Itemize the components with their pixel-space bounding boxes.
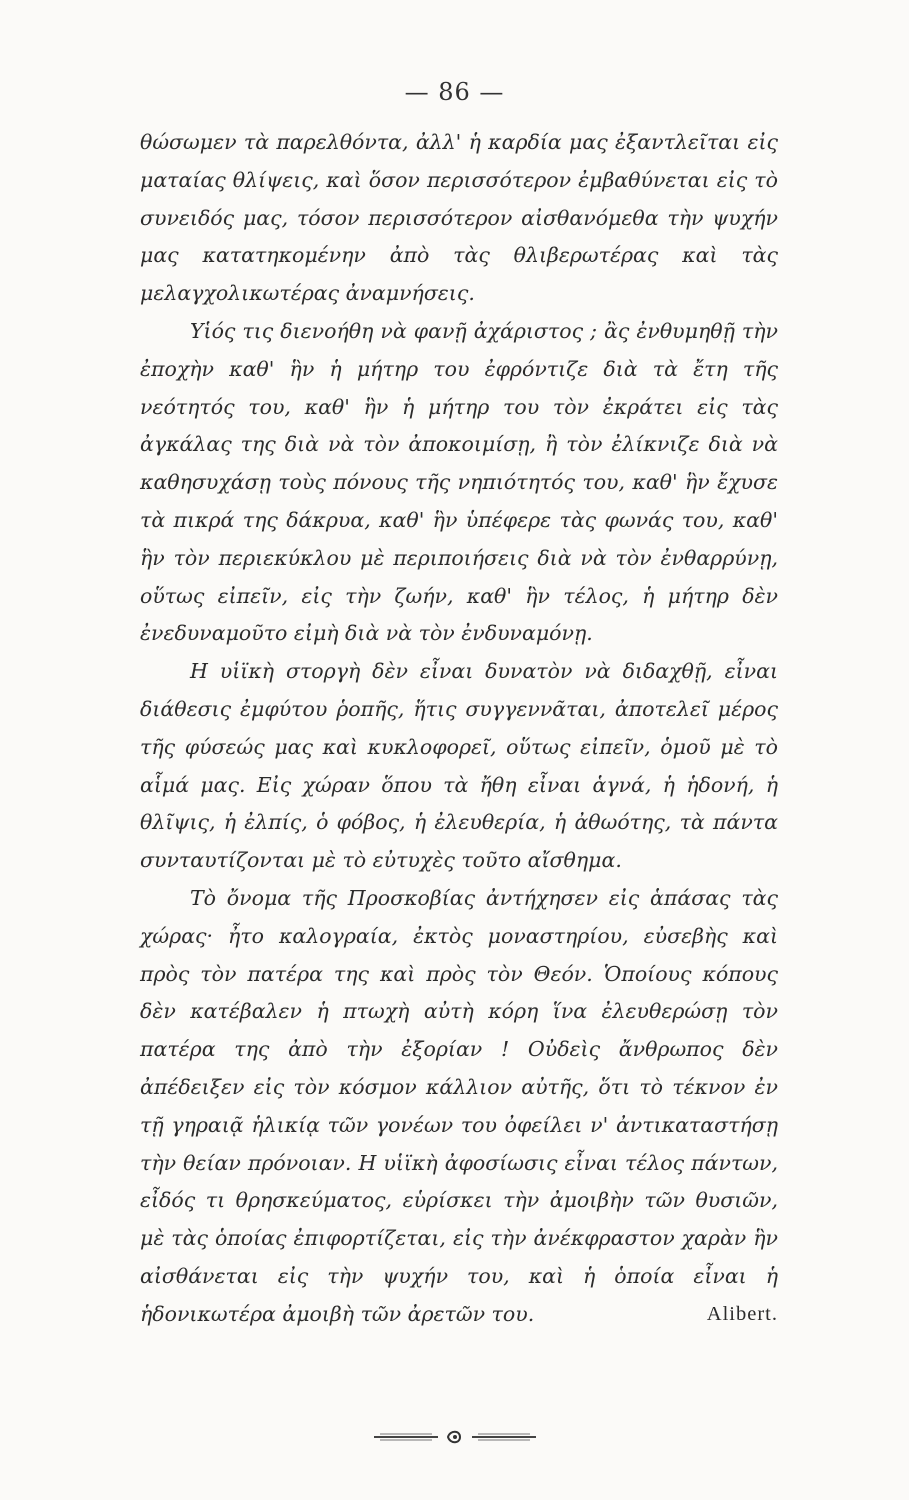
paragraph-2: Υἱός τις διενοήθη νὰ φανῇ ἀχάριστος ; ἂς ἐνθυμηθῇ τὴν ἐποχὴν καθ' ἣν ἡ μήτηρ του ἐφρόντιζε διὰ τὰ ἔτη τῆς νεότητός του, καθ' ἣν ἡ μήτηρ του τὸν ἐκράτει εἰς τὰς ἀγκάλας της διὰ νὰ τὸν ἀποκοιμίσῃ, ἢ τὸν ἐλίκνιζε διὰ νὰ καθησυχάσῃ τοὺς πόνους τῆς νηπιότητός του, καθ' ἣν ἔχυσε τὰ πικρά της δάκρυα, καθ' ἣν ὑπέφερε τὰς φωνάς του, καθ' ἣν τὸν περιεκύκλου μὲ περιποιήσεις διὰ νὰ τὸν ἐνθαρρύνῃ, οὕτως εἰπεῖν, εἰς τὴν ζωήν, καθ' ἣν τέλος, ἡ μήτηρ δὲν ἐνεδυναμοῦτο εἰμὴ διὰ νὰ τὸν ἐνδυναμόνῃ.: [140, 318, 778, 646]
paragraph-4-text: Τὸ ὄνομα τῆς Προσκοβίας ἀντήχησεν εἰς ἁπάσας τὰς χώρας· ἦτο καλογραία, ἐκτὸς μοναστηρίου, εὐσεβὴς καὶ πρὸς τὸν πατέρα της καὶ πρὸς τὸν Θεόν. Ὁποίους κόπους δὲν κατέβαλεν ἡ πτωχὴ αὐτὴ κόρη ἵνα ἐλευθερώσῃ τὸν πατέρα της ἀπὸ τὴν ἐξορίαν ! Οὐδεὶς ἄνθρωπος δὲν ἀπέδειξεν εἰς τὸν κόσμον κάλλιον αὐτῆς, ὅτι τὸ τέκνον ἐν τῇ γηραιᾷ ἡλικίᾳ τῶν γονέων του ὀφείλει ν' ἀντικαταστήσῃ τὴν θείαν πρόνοιαν. Η υἱϊκὴ ἀφοσίωσις εἶναι τέλος πάντων, εἶδός τι θρησκεύματος, εὑρίσκει τὴν ἀμοιβὴν τῶν θυσιῶν, μὲ τὰς ὁποίας ἐπιφορτίζεται, εἰς τὴν ἀνέκφραστον χαρὰν ἣν αἰσθάνεται εἰς τὴν ψυχήν του, καὶ ἡ ὁποία εἶναι ἡ ἡδονικωτέρα ἀμοιβὴ τῶν ἀρετῶν του.: [140, 885, 778, 1326]
page-number: — 86 —: [404, 78, 505, 106]
end-ornament: [0, 1428, 909, 1450]
paragraph-1: θώσωμεν τὰ παρελθόντα, ἀλλ' ἡ καρδία μας ἐξαντλεῖται εἰς ματαίας θλίψεις, καὶ ὅσον περισσότερον ἐμβαθύνεται εἰς τὸ συνειδός μας, τόσον περισσότερον αἰσθανόμεθα τὴν ψυχήν μας κατατηκομένην ἀπὸ τὰς θλιβερωτέρας καὶ τὰς μελαγχολικωτέρας ἀναμνήσεις.: [140, 130, 778, 306]
author-signature: Alibert.: [706, 1302, 778, 1325]
body-text: [140, 124, 778, 1334]
paragraph-3: Η υἱϊκὴ στοργὴ δὲν εἶναι δυνατὸν νὰ διδαχθῇ, εἶναι διάθεσις ἐμφύτου ῥοπῆς, ἥτις συγγεννᾶται, ἀποτελεῖ μέρος τῆς φύσεώς μας καὶ κυκλοφορεῖ, οὕτως εἰπεῖν, ὁμοῦ μὲ τὸ αἷμά μας. Εἰς χώραν ὅπου τὰ ἤθη εἶναι ἁγνά, ἡ ἡδονή, ἡ θλῖψις, ἡ ἐλπίς, ὁ φόβος, ἡ ἐλευθερία, ἡ ἀθωότης, τὰ πάντα συνταυτίζονται μὲ τὸ εὐτυχὲς τοῦτο αἴσθημα.: [140, 659, 778, 873]
ornament-divider-icon: [370, 1428, 540, 1446]
paragraph-4: [140, 880, 778, 1334]
